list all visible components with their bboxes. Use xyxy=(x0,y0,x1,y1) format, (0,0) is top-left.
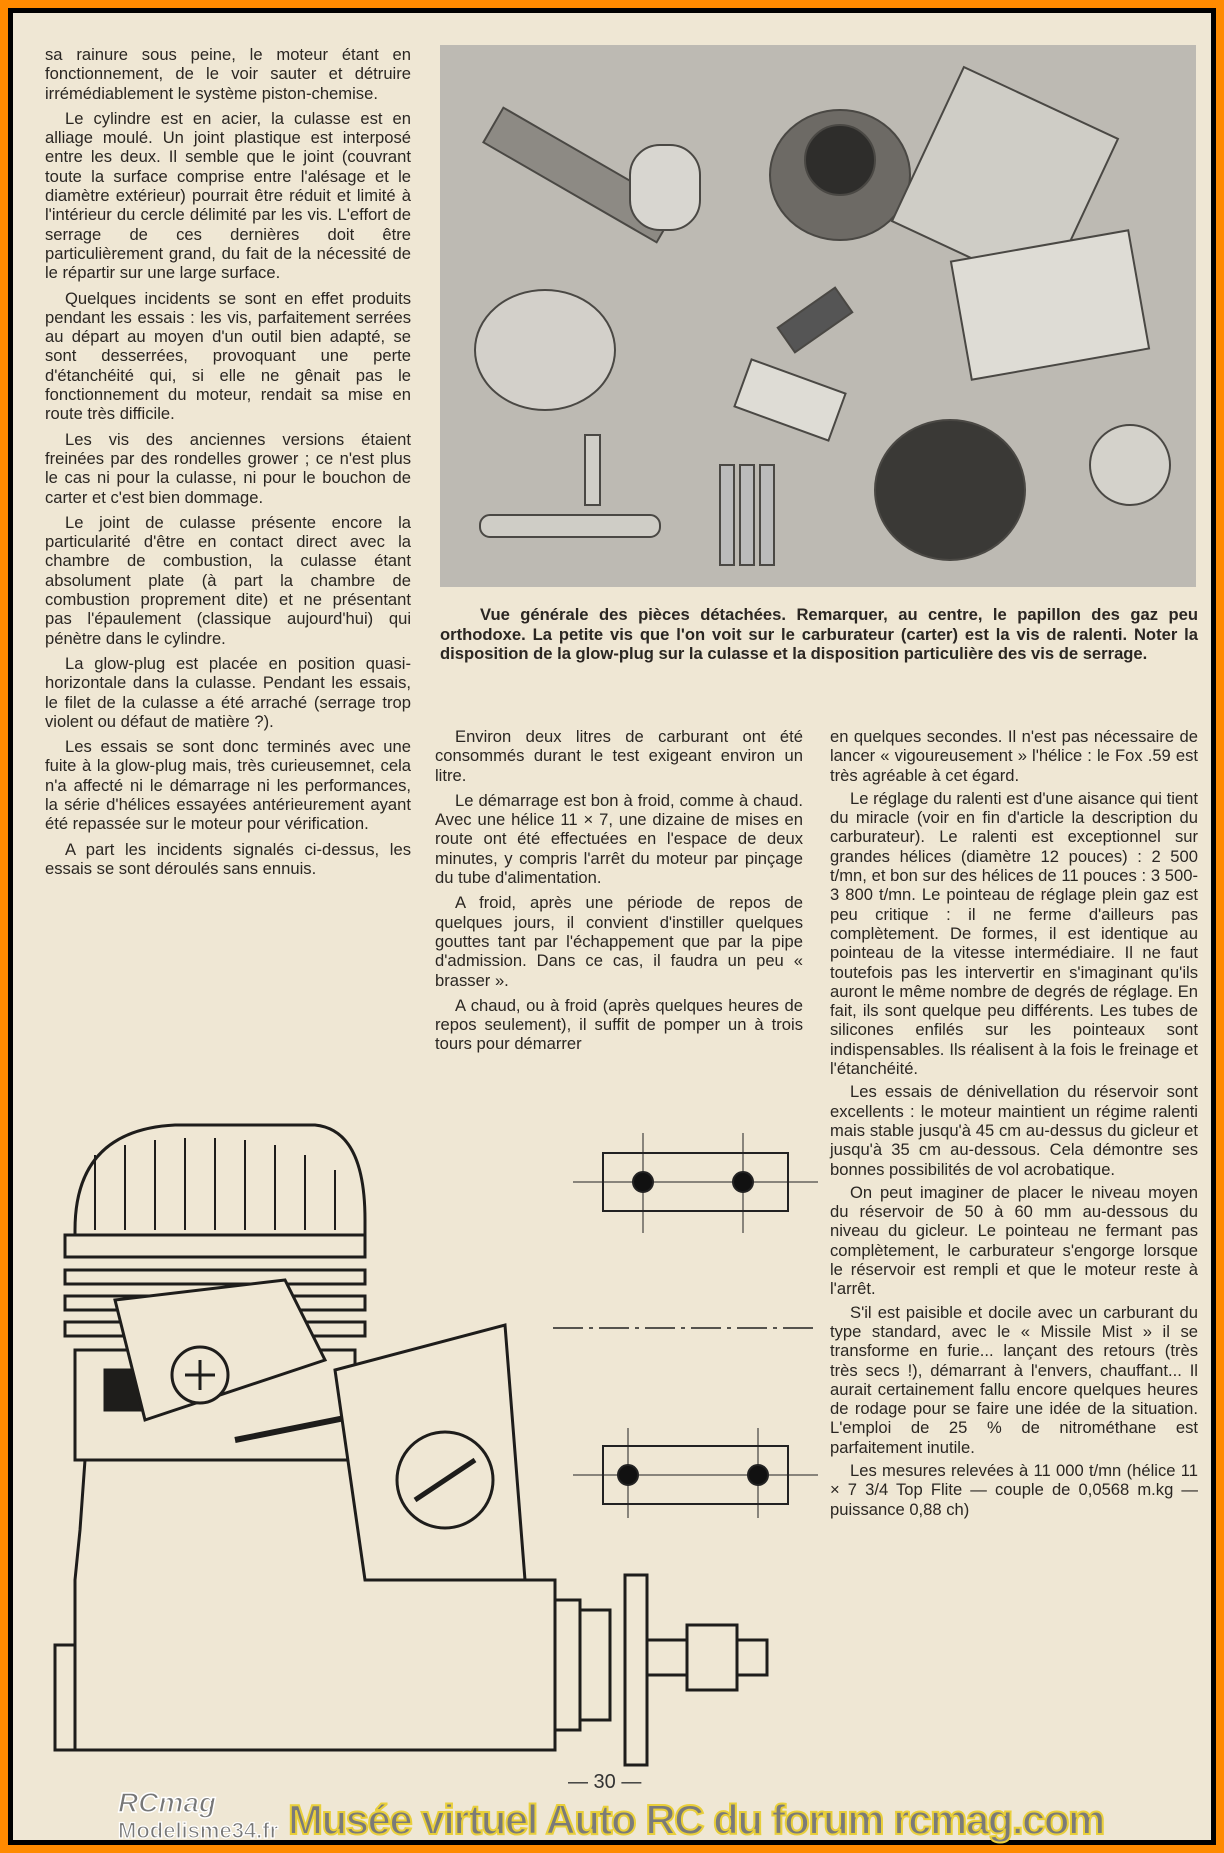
paragraph: Quelques incidents se sont en effet produits pendant les essais : les vis, parfaitement serrées au départ au moyen d'un outil bien adapté, se sont desserrées, provoquant une perte d'étanchéité qui, si elle ne gênait pas le fonctionnement du moteur, rendait sa mise en route très difficile. xyxy=(45,288,411,424)
paragraph: Le cylindre est en acier, la culasse est en alliage moulé. Un joint plastique est interposé entre les deux. Il semble que le joint (couvrant toute la surface comprise entre l'alésage et le diamètre extérieur) pourrait être réduit et limité à l'intérieur du cercle délimité par les vis. L'effort de serrage de ces dernières doit être particulièrement grand, du fait de la nécessité de le répartir sur une large surface. xyxy=(45,108,411,283)
middle-column xyxy=(435,727,803,1060)
paragraph: Le joint de culasse présente encore la particularité d'être en contact direct avec la chambre de combustion, la culasse étant absolument plate (à part la chambre de combustion proprement dite) et ne présentant pas l'épaulement (classique aujourd'hui) qui pénètre dans le cylindre. xyxy=(45,512,411,648)
paragraph: Les vis des anciennes versions étaient freinées par des rondelles grower ; ce n'est plus le cas ni pour la culasse, ni pour le bouchon de carter et c'est bien dommage. xyxy=(45,429,411,507)
rcmag-logo: RCmag xyxy=(118,1787,217,1818)
paragraph: A chaud, ou à froid (après quelques heures de repos seulement), il suffit de pomper un à trois tours pour démarrer xyxy=(435,995,803,1054)
engine-line-drawing xyxy=(35,1110,770,1770)
modelisme34-logo: Modelisme34.fr xyxy=(118,1818,279,1843)
paragraph: A part les incidents signalés ci-dessus, les essais se sont déroulés sans ennuis. xyxy=(45,839,411,878)
paragraph: S'il est paisible et docile avec un carburant du type standard, avec le « Missile Mist » il se transforme en furie... lançant des retours (très très secs !), démarrant à l'envers, chauffant... Il aurait certainement fallu encore quelques heures de rodage pour se faire une idée de la situation. L'emploi de 25 % de nitrométhane est parfaitement inutile. xyxy=(830,1302,1198,1457)
left-column xyxy=(45,45,411,884)
paragraph: A froid, après une période de repos de quelques jours, il convient d'instiller quelques gouttes tant par l'échappement que par la pipe d'admission. Dans ce cas, il faudra un peu « brasser ». xyxy=(435,893,803,990)
magazine-page xyxy=(13,13,1211,1843)
paragraph: La glow-plug est placée en position quasi-horizontale dans la culasse. Pendant les essais, le filet de la culasse a été arraché (serrage trop violent ou défaut de matière ?). xyxy=(45,653,411,731)
page-number: — 30 — xyxy=(568,1771,642,1793)
watermark-footer xyxy=(13,1771,1211,1843)
paragraph: sa rainure sous peine, le moteur étant en fonctionnement, de le voir sauter et détruire irrémédiablement le système piston-chemise. xyxy=(45,45,411,103)
paragraph: On peut imaginer de placer le niveau moyen du réservoir de 50 à 60 mm au-dessous du niveau du gicleur. Le pointeau ne fermant pas complètement, le carburateur s'engorge lorsque le réservoir est rempli et que le moteur reste à l'arrêt. xyxy=(830,1182,1198,1299)
paragraph: Les mesures relevées à 11 000 t/mn (hélice 11 × 7 3/4 Top Flite — couple de 0,0568 m.kg — puissance 0,88 ch) xyxy=(830,1460,1198,1519)
engine-parts-photo xyxy=(440,45,1196,587)
paragraph: Les essais se sont donc terminés avec une fuite à la glow-plug mais, très curieusemnet, cela n'a affecté ni le démarrage ni les performances, la série d'hélices essayées antérieurement ayant été repassée sur le moteur pour vérification. xyxy=(45,737,411,834)
paragraph: Le démarrage est bon à froid, comme à chaud. Avec une hélice 11 × 7, une dizaine de mises en route ont été effectuées en l'espace de deux minutes, y compris l'arrêt du moteur par pinçage du tube d'alimentation. xyxy=(435,790,803,888)
right-column xyxy=(830,727,1198,1523)
paragraph: Les essais de dénivellation du réservoir sont excellents : le moteur maintient un régime ralenti mais stable jusqu'à 45 cm au-dessus du gicleur et jusqu'à 35 cm au-dessous. Cela démontre ses bonnes possibilités de vol acrobatique. xyxy=(830,1082,1198,1179)
paragraph: en quelques secondes. Il n'est pas nécessaire de lancer « vigoureusement » l'hélice : le Fox .59 est très agréable à cet égard. xyxy=(830,727,1198,785)
photo-caption: Vue générale des pièces détachées. Remarquer, au centre, le papillon des gaz peu orthodoxe. La petite vis que l'on voit sur le carburateur (carter) est la vis de ralenti. Noter la disposition de la glow-plug sur la culasse et la disposition particulière des vis de serrage. xyxy=(440,605,1198,663)
paragraph: Environ deux litres de carburant ont été consommés durant le test exigeant environ un litre. xyxy=(435,727,803,785)
museum-banner: Musée virtuel Auto RC du forum rcmag.com xyxy=(288,1796,1104,1843)
paragraph: Le réglage du ralenti est d'une aisance qui tient du miracle (voir en fin d'article la description du carburateur). Le ralenti est exceptionnel sur grandes hélices (diamètre 12 pouces) : 2 500 t/mn, et bon sur des hélices de 11 pouces : 3 500-3 800 t/mn. Le pointeau de réglage plein gaz est peu critique : il ne ferme d'ailleurs pas complètement. De formes, il est identique au pointeau de la vitesse intermédiaire. Il ne faut toutefois pas les intervertir en s'imaginant qu'ils auront le même nombre de degrés de réglage. En fait, ils sont quelque peu différents. Les tubes de silicones enfilés sur les pointeaux sont indispensables. Ils réalisent à la fois le freinage et l'étanchéité. xyxy=(830,788,1198,1079)
